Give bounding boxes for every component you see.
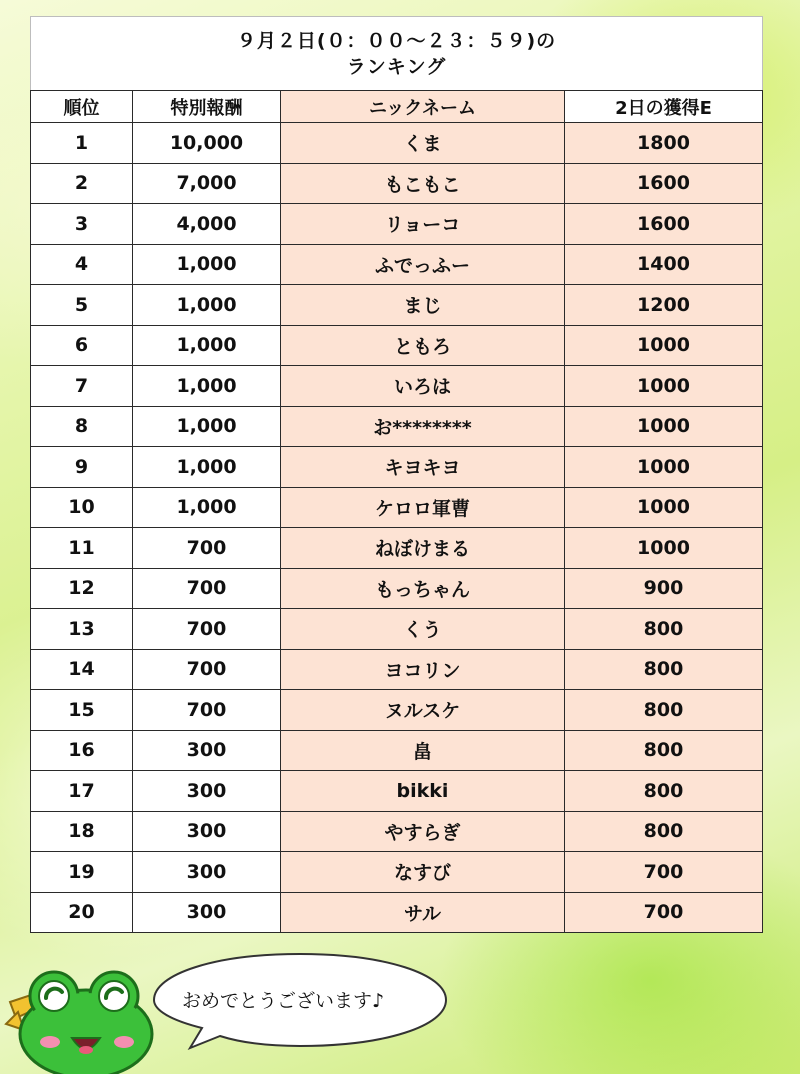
table-row xyxy=(31,892,763,933)
nickname-cell: くう xyxy=(281,609,565,650)
ranking-title-line1: ９月２日(０：００～２３：５９)の xyxy=(236,29,557,52)
table-row xyxy=(31,447,763,488)
header-reward: 特別報酬 xyxy=(133,91,281,123)
rank-cell: 5 xyxy=(31,285,133,326)
rank-cell: 12 xyxy=(31,568,133,609)
earned-cell: 700 xyxy=(565,852,763,893)
reward-cell: 7,000 xyxy=(133,163,281,204)
rank-cell: 10 xyxy=(31,487,133,528)
ranking-table xyxy=(30,16,763,933)
reward-cell: 4,000 xyxy=(133,204,281,245)
reward-cell: 700 xyxy=(133,568,281,609)
earned-cell: 800 xyxy=(565,690,763,731)
table-row xyxy=(31,528,763,569)
rank-cell: 13 xyxy=(31,609,133,650)
reward-cell: 700 xyxy=(133,649,281,690)
reward-cell: 1,000 xyxy=(133,406,281,447)
earned-cell: 1600 xyxy=(565,163,763,204)
reward-cell: 700 xyxy=(133,609,281,650)
reward-cell: 1,000 xyxy=(133,366,281,407)
rank-cell: 7 xyxy=(31,366,133,407)
nickname-cell: まじ xyxy=(281,285,565,326)
nickname-cell: もこもこ xyxy=(281,163,565,204)
rank-cell: 9 xyxy=(31,447,133,488)
nickname-cell: ふでっふー xyxy=(281,244,565,285)
rank-cell: 16 xyxy=(31,730,133,771)
nickname-cell: くま xyxy=(281,123,565,164)
table-row xyxy=(31,649,763,690)
reward-cell: 300 xyxy=(133,892,281,933)
congratulations-text: おめでとうございます♪ xyxy=(182,990,385,1012)
reward-cell: 1,000 xyxy=(133,325,281,366)
table-row xyxy=(31,366,763,407)
ranking-title-line2: ランキング xyxy=(346,55,447,78)
earned-cell: 1400 xyxy=(565,244,763,285)
rank-cell: 4 xyxy=(31,244,133,285)
table-row xyxy=(31,204,763,245)
reward-cell: 300 xyxy=(133,811,281,852)
header-earned: 2日の獲得E xyxy=(565,91,763,123)
earned-cell: 1000 xyxy=(565,366,763,407)
header-row xyxy=(31,91,763,123)
reward-cell: 1,000 xyxy=(133,447,281,488)
title-row xyxy=(31,17,763,91)
earned-cell: 800 xyxy=(565,771,763,812)
table-row xyxy=(31,244,763,285)
nickname-cell: いろは xyxy=(281,366,565,407)
reward-cell: 700 xyxy=(133,528,281,569)
nickname-cell: ヌルスケ xyxy=(281,690,565,731)
table-row xyxy=(31,811,763,852)
earned-cell: 800 xyxy=(565,811,763,852)
reward-cell: 300 xyxy=(133,730,281,771)
earned-cell: 1000 xyxy=(565,325,763,366)
nickname-cell: ケロロ軍曹 xyxy=(281,487,565,528)
nickname-cell: bikki xyxy=(281,771,565,812)
ranking-title xyxy=(31,17,763,91)
table-row xyxy=(31,406,763,447)
reward-cell: 1,000 xyxy=(133,487,281,528)
nickname-cell: キヨキヨ xyxy=(281,447,565,488)
reward-cell: 1,000 xyxy=(133,285,281,326)
header-nickname: ニックネーム xyxy=(281,91,565,123)
reward-cell: 700 xyxy=(133,690,281,731)
table-row xyxy=(31,771,763,812)
rank-cell: 14 xyxy=(31,649,133,690)
earned-cell: 1000 xyxy=(565,528,763,569)
earned-cell: 1000 xyxy=(565,487,763,528)
rank-cell: 17 xyxy=(31,771,133,812)
nickname-cell: 畠 xyxy=(281,730,565,771)
rank-cell: 6 xyxy=(31,325,133,366)
reward-cell: 300 xyxy=(133,852,281,893)
frog-mascot-icon xyxy=(4,968,154,1074)
reward-cell: 300 xyxy=(133,771,281,812)
nickname-cell: ヨコリン xyxy=(281,649,565,690)
header-rank: 順位 xyxy=(31,91,133,123)
table-row xyxy=(31,852,763,893)
rank-cell: 1 xyxy=(31,123,133,164)
earned-cell: 1200 xyxy=(565,285,763,326)
rank-cell: 18 xyxy=(31,811,133,852)
earned-cell: 700 xyxy=(565,892,763,933)
earned-cell: 900 xyxy=(565,568,763,609)
rank-cell: 8 xyxy=(31,406,133,447)
table-row xyxy=(31,325,763,366)
ranking-rows xyxy=(31,123,763,933)
nickname-cell: リョーコ xyxy=(281,204,565,245)
rank-cell: 19 xyxy=(31,852,133,893)
table-row xyxy=(31,568,763,609)
nickname-cell: お******** xyxy=(281,406,565,447)
table-row xyxy=(31,730,763,771)
table-row xyxy=(31,609,763,650)
earned-cell: 1000 xyxy=(565,447,763,488)
table-row xyxy=(31,285,763,326)
reward-cell: 10,000 xyxy=(133,123,281,164)
rank-cell: 15 xyxy=(31,690,133,731)
table-row xyxy=(31,163,763,204)
rank-cell: 3 xyxy=(31,204,133,245)
table-row xyxy=(31,690,763,731)
earned-cell: 800 xyxy=(565,730,763,771)
table-row xyxy=(31,123,763,164)
reward-cell: 1,000 xyxy=(133,244,281,285)
earned-cell: 800 xyxy=(565,609,763,650)
earned-cell: 1600 xyxy=(565,204,763,245)
nickname-cell: ともろ xyxy=(281,325,565,366)
nickname-cell: もっちゃん xyxy=(281,568,565,609)
rank-cell: 20 xyxy=(31,892,133,933)
nickname-cell: ねぼけまる xyxy=(281,528,565,569)
earned-cell: 800 xyxy=(565,649,763,690)
nickname-cell: サル xyxy=(281,892,565,933)
rank-cell: 2 xyxy=(31,163,133,204)
earned-cell: 1800 xyxy=(565,123,763,164)
earned-cell: 1000 xyxy=(565,406,763,447)
table-row xyxy=(31,487,763,528)
nickname-cell: なすび xyxy=(281,852,565,893)
rank-cell: 11 xyxy=(31,528,133,569)
nickname-cell: やすらぎ xyxy=(281,811,565,852)
